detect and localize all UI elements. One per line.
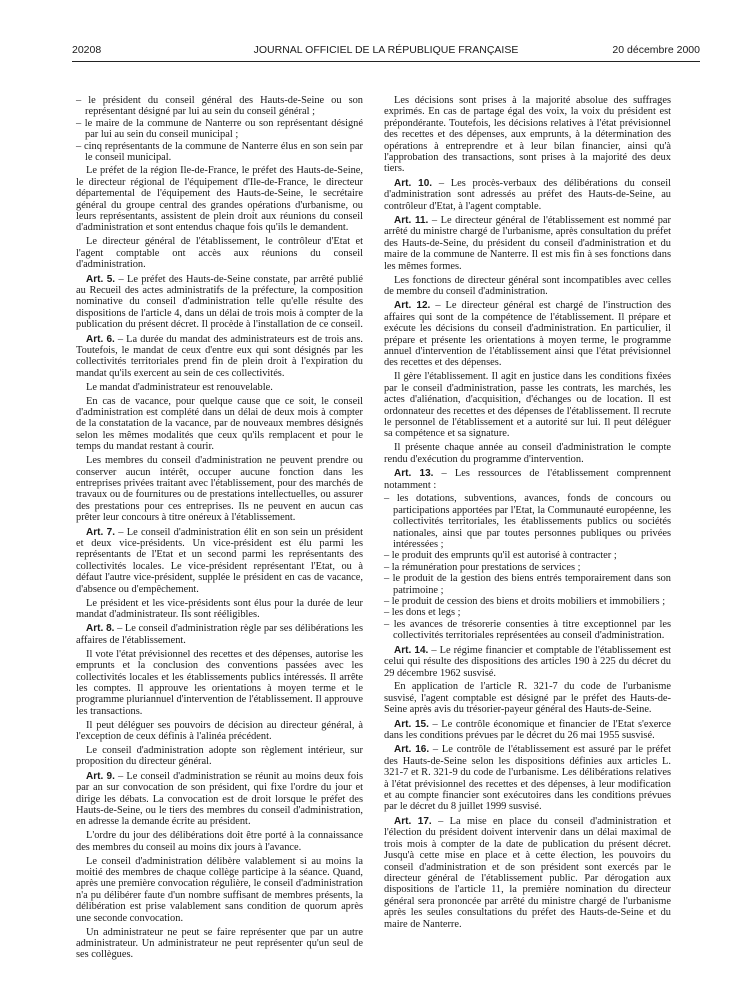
list-item: – les dotations, subventions, avances, fonds de concours ou participations apportées par l'Etat, la Communauté européenne, les collectivités territoriales, les établissements publics ou sociétés nationales, ainsi que par toutes personnes publiques ou privées intéressées ; — [384, 493, 671, 550]
paragraph: Le directeur général de l'établissement, le contrôleur d'Etat et l'agent comptable ont accès aux réunions du conseil d'administration. — [76, 236, 363, 271]
paragraph: L'ordre du jour des délibérations doit être porté à la connaissance des membres du conseil au moins dix jours à l'avance. — [76, 830, 363, 853]
paragraph: Le conseil d'administration délibère valablement si au moins la moitié des membres de chaque collège participe à la séance. Quand, après une première convocation régulière, le conseil d'administration n'a pu délibérer faute d'un nombre suffisant de membres présents, la délibération est prise valablement sans condition de quorum après une seconde convocation. — [76, 855, 363, 924]
article-6 — [76, 334, 363, 380]
paragraph: Il peut déléguer ses pouvoirs de décision au directeur général, à l'exception de ceux définis à l'alinéa précédent. — [76, 719, 363, 743]
article-text: – Le préfet des Hauts-de-Seine constate, par arrêté publié au Recueil des actes administratifs de la préfecture, la composition nominative du conseil d'administration telle qu'elle résulte des dispositions de l'article 4, dans un délai de trois mois à compter de la publication du présent décret. Il procède à l'installation de ce conseil. — [76, 273, 364, 331]
article-label: Art. 14. — [394, 644, 429, 656]
article-text: – Les ressources de l'établissement comprennent notamment : — [384, 468, 671, 491]
article-label: Art. 12. — [394, 300, 431, 312]
list-item: – la rémunération pour prestations de services ; — [384, 562, 671, 573]
paragraph: Les décisions sont prises à la majorité absolue des suffrages exprimés. En cas de partage égal des voix, la voix du président est prépondérante. Toutefois, les décisions relatives à l'état prévisionnel des recettes et des dépenses, aux emprunts, à la détermination des opérations à entreprendre et à leur bilan financier, ainsi qu'à l'approbation des transactions, sont prises à la majorité des deux tiers. — [384, 95, 671, 175]
article-text: – Le directeur général est chargé de l'instruction des affaires qui sont de la compétence de l'établissement. Il prépare et exécute les décisions du conseil d'administration. En particulier, il prépare et présente les orientations à moyen terme, le programme annuel d'intervention de l'établissement ainsi que l'état prévisionnel des recettes et des dépenses. — [384, 300, 671, 369]
article-13 — [384, 468, 671, 491]
resources-list — [384, 493, 671, 641]
list-item: – les dons et legs ; — [384, 607, 671, 618]
paragraph: Les membres du conseil d'administration ne peuvent prendre ou conserver aucun intérêt, occuper aucune fonction dans les entreprises privées traitant avec l'établissement, pour des marchés de travaux ou de fournitures ou de prestations intellectuelles, ou assurer des prestations pour ces entreprises. Ils ne peuvent en aucun cas prêter leur concours à titre onéreux à l'établissement. — [76, 455, 363, 524]
paragraph: Le conseil d'administration adopte son règlement intérieur, sur proposition du directeur général. — [76, 744, 363, 768]
article-text: – La durée du mandat des administrateurs est de trois ans. Toutefois, le mandat de ceux d'entre eux qui sont désignés par les collectivités territoriales prend fin de plein droit à l'expiration du mandat qu'ils exercent au sein de ces collectivités. — [76, 333, 363, 379]
paragraph: En application de l'article R. 321-7 du code de l'urbanisme susvisé, l'agent comptable est désigné par le préfet des Hauts-de-Seine après avis du trésorier-payeur général des Hauts-de-Seine. — [384, 681, 671, 716]
paragraph: Le mandat d'administrateur est renouvelable. — [86, 381, 273, 393]
article-text: – La mise en place du conseil d'administration et l'élection du président doivent intervenir dans un délai maximal de trois mois à compter de la date de publication du présent décret. Jusqu'à cette mise en place et à cette élection, les pouvoirs du conseil d'administration et de son président sont exercés par le directeur général de l'établissement public. Par dérogation aux dispositions de l'article 11, la première nomination du directeur général sera prononcée par arrêté du ministre chargé de l'urbanisme après les seules consultations du préfet des Hauts-de-Seine et du maire de Nanterre. — [384, 815, 672, 930]
article-label: Art. 5. — [86, 273, 116, 285]
paragraph: En cas de vacance, pour quelque cause que ce soit, le conseil d'administration est complété dans un délai de deux mois à compter de la constatation de la vacance, par de nouveaux membres désignés selon les mêmes modalités que ceux qu'ils remplacent et pour le temps du mandat restant à courir. — [76, 395, 363, 453]
article-12 — [384, 300, 671, 368]
list-item: – cinq représentants de la commune de Nanterre élus en son sein par le conseil municipal. — [76, 141, 363, 164]
article-5 — [76, 274, 363, 331]
article-label: Art. 7. — [86, 526, 116, 538]
article-text: – Le conseil d'administration élit en son sein un président et deux vice-présidents. Un vice-président est élu parmi les représentants de l'Etat et un second parmi les représentants des collectivités locales. Le vice-président représentant l'Etat, ou à défaut l'autre vice-président, supplée le président en cas de vacance, d'absence ou d'empêchement. — [76, 526, 364, 595]
article-text: – Le directeur général de l'établissement est nommé par arrêté du ministre chargé de l'urbanisme, après consultation du préfet des Hauts-de-Seine, du président du conseil d'administration et du maire de la commune de Nanterre. Il est mis fin à ses fonctions dans les mêmes formes. — [384, 215, 672, 272]
list-item: – le produit des emprunts qu'il est autorisé à contracter ; — [384, 550, 671, 561]
header-rule — [72, 61, 700, 62]
article-text: – Le contrôle économique et financier de l'Etat s'exerce dans les conditions prévues par le décret du 26 mai 1955 susvisé. — [384, 718, 671, 742]
article-label: Art. 10. — [394, 177, 433, 189]
board-members-list — [76, 95, 363, 163]
article-10 — [384, 178, 671, 212]
article-label: Art. 6. — [86, 333, 115, 345]
right-column — [384, 95, 671, 932]
list-item: – le produit de la gestion des biens entrés temporairement dans son patrimoine ; — [384, 573, 671, 596]
list-item: – les avances de trésorerie consenties à titre exceptionnel par les collectivités territoriales représentées au conseil d'administration. — [384, 619, 671, 642]
article-label: Art. 13. — [394, 468, 434, 480]
article-text: – Les procès-verbaux des délibérations du conseil d'administration sont adressés au préfet des Hauts-de-Seine, au contrôleur d'Etat, à l'agent comptable. — [384, 177, 671, 212]
paragraph: Il vote l'état prévisionnel des recettes et des dépenses, autorise les emprunts et la conclusion des conventions passées avec les collectivités locales et les établissements publics intéressés. Il arrête les comptes. Il approuve les orientations à moyen terme et le programme pluriannuel d'intervention de l'établissement. Il approuve les transactions. — [76, 648, 363, 717]
article-text: – Le contrôle de l'établissement est assuré par le préfet des Hauts-de-Seine selon les dispositions définies aux articles L. 321-7 et R. 321-9 du code de l'urbanisme. Les délibérations relatives à l'état prévisionnel des recettes et des dépenses, à leur modification et au compte financier sont exécutoires dans les conditions prévues par le décret du 8 juillet 1999 susvisé. — [384, 744, 672, 813]
article-8 — [76, 623, 363, 646]
article-text: – Le conseil d'administration se réunit au moins deux fois par an sur convocation de son président, qui fixe l'ordre du jour et dirige les débats. La convocation est de droit lorsque le préfet des Hauts-de-Seine, ou le tiers des membres du conseil d'administration, en adresse la demande écrite au président. — [76, 770, 364, 828]
article-label: Art. 15. — [394, 718, 429, 730]
publication-date: 20 décembre 2000 — [612, 44, 700, 56]
article-label: Art. 8. — [86, 623, 115, 635]
list-item: – le président du conseil général des Hauts-de-Seine ou son représentant désigné par lui au sein du conseil général ; — [76, 95, 363, 118]
list-item: – le maire de la commune de Nanterre ou son représentant désigné par lui au sein du conseil municipal ; — [76, 118, 363, 141]
list-item: – le produit de cession des biens et droits mobiliers et immobiliers ; — [384, 596, 671, 607]
article-label: Art. 17. — [394, 815, 432, 827]
article-label: Art. 11. — [394, 215, 429, 227]
paragraph: Le préfet de la région Ile-de-France, le préfet des Hauts-de-Seine, le directeur régional de l'équipement d'Ile-de-France, le directeur départemental de l'équipement des Hauts-de-Seine, le secrétaire général du groupe central des grandes opérations d'urbanisme, ou leurs représentants, assistent de plein droit aux réunions du conseil d'administration et sont entendus chaque fois qu'ils le demandent. — [76, 165, 363, 234]
page-header — [72, 44, 700, 58]
left-column — [76, 95, 363, 963]
article-label: Art. 16. — [394, 744, 430, 756]
article-7 — [76, 527, 363, 595]
article-label: Art. 9. — [86, 770, 115, 782]
article-9 — [76, 771, 363, 828]
page-number: 20208 — [72, 44, 102, 56]
article-11 — [384, 215, 671, 272]
paragraph: Il présente chaque année au conseil d'administration le compte rendu d'exécution du programme d'intervention. — [384, 442, 671, 465]
article-text: – Le régime financier et comptable de l'établissement est celui qui résulte des dispositions des articles 190 à 225 du décret du 29 décembre 1962 susvisé. — [384, 644, 671, 679]
article-16 — [384, 744, 671, 812]
paragraph: Les fonctions de directeur général sont incompatibles avec celles de membre du conseil d'administration. — [384, 274, 671, 297]
article-text: – Le conseil d'administration règle par ses délibérations les affaires de l'établissement. — [76, 623, 363, 646]
paragraph: Le président et les vice-présidents sont élus pour la durée de leur mandat d'administrateur. Ils sont rééligibles. — [76, 597, 363, 620]
journal-title: JOURNAL OFFICIEL DE LA RÉPUBLIQUE FRANÇAISE — [253, 44, 519, 56]
paragraph: Il gère l'établissement. Il agit en justice dans les conditions fixées par le conseil d'administration, passe les contrats, les marchés, les actes d'aliénation, d'acquisition, d'échanges ou de location. Il est ordonnateur des recettes et des dépenses de l'établissement. Il recrute le personnel de l'établissement et a autorité sur lui. Il peut déléguer sa compétence et sa signature. — [384, 371, 671, 440]
article-17 — [384, 816, 671, 930]
paragraph: Un administrateur ne peut se faire représenter que par un autre administrateur. Un administrateur ne peut représenter qu'un seul de ses collègues. — [76, 926, 363, 961]
article-15 — [384, 719, 671, 742]
article-14 — [384, 645, 671, 679]
